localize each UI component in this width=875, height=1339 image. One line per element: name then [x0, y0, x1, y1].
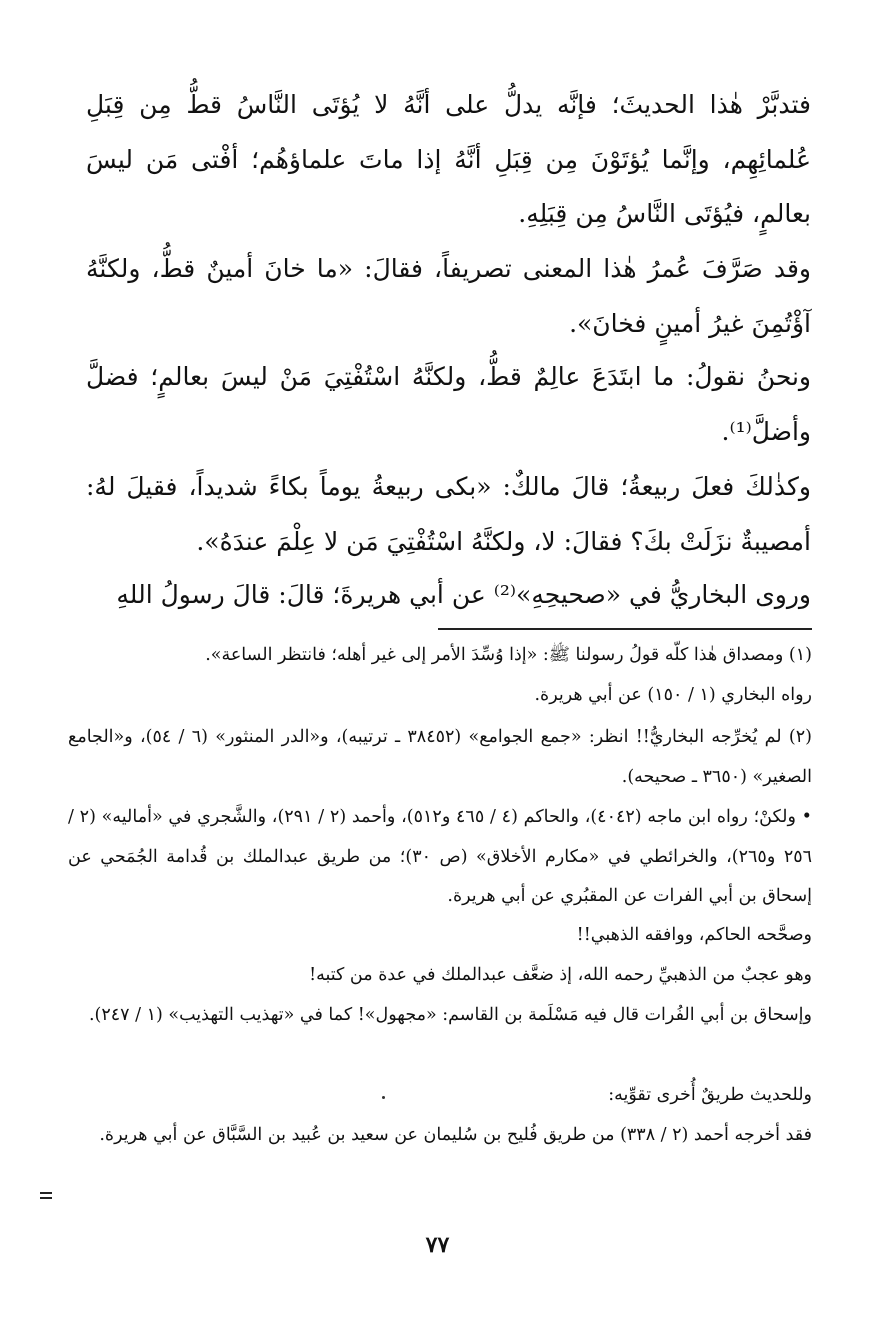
- footnote-1: (١) ومصداق هٰذا كلّه قولُ رسولنا ﷺ: «إذا وُسِّدَ الأمر إلى غير أهله؛ فانتظر الساعة».: [205, 645, 812, 665]
- footnote-separator-rule: [438, 628, 812, 630]
- body-paragraph-3: [86, 350, 811, 459]
- page-number: ٧٧: [425, 1232, 450, 1258]
- footnote-2-remark: وهو عجبٌ من الذهبيِّ رحمه الله، إذ ضعَّف عبدالملك في عدة من كتبه!: [309, 965, 812, 985]
- body-paragraph-text: وكذٰلكَ فعلَ ربيعةُ؛ قالَ مالكٌ: «بكى ربيعةُ يوماً بكاءً شديداً، فقيلَ لهُ: أمصيبةٌ نزَلَتْ بكَ؟ فقالَ: لا، ولكنَّهُ اسْتُفْتِيَ مَن لا عِلْمَ عندَهُ».: [86, 472, 811, 556]
- footnote-2-narrator-note: وإسحاق بن أبي الفُرات قال فيه مَسْلَمة بن القاسم: «مجهول»! كما في «تهذيب التهذيب» (١ / ٢٤٧).: [88, 1005, 812, 1025]
- body-paragraph-text: فتدبَّرْ هٰذا الحديثَ؛ فإنَّه يدلُّ على أنَّهُ لا يُؤتَى النَّاسُ قطُّ مِن قِبَلِ عُلمائِهِم، وإنَّما يُؤتَوْنَ مِن قِبَلِ أنَّهُ إذا ماتَ علماؤهُم؛ أفْتى مَن ليسَ بعالمٍ، فيُؤتَى النَّاسُ مِن قِبَلِهِ.: [86, 90, 811, 228]
- body-paragraph-text: وروى البخاريُّ في «صحيحِهِ»⁽²⁾ عن أبي هريرةَ؛ قالَ: قالَ رسولُ اللهِ: [116, 580, 811, 609]
- footnote-2-takhrij: • ولكنْ؛ رواه ابن ماجه (٤٠٤٢)، والحاكم (٤ / ٤٦٥ و٥١٢)، وأحمد (٢ / ٢٩١)، والشَّجري في «أماليه» (٢ / ٢٥٦ و٢٦٥)، والخرائطي في «مكارم الأخلاق» (ص ٣٠)؛ من طريق عبدالملك بن قُدامة الجُمَحي عن إسحاق بن أبي الفرات عن المقبُري عن أبي هريرة.: [68, 807, 813, 906]
- body-paragraph-4: [86, 460, 811, 569]
- footnote-1-source: رواه البخاري (١ / ١٥٠) عن أبي هريرة.: [534, 685, 812, 705]
- footnote-2-other-route-heading: وللحديث طريقٌ أُخرى تقوِّيه:: [608, 1085, 812, 1105]
- footnote-2: (٢) لم يُخرِّجه البخاريُّ!! انظر: «جمع الجوامع» (٣٨٤٥٢ ـ ترتيبه)، و«الدر المنثور» (٦ / ٥٤)، و«الجامع الصغير» (٣٦٥٠ ـ صحيحه).: [68, 727, 812, 787]
- footnote-2-grading: وصحَّحه الحاكم، ووافقه الذهبي!!: [576, 925, 812, 945]
- continuation-mark: [40, 1192, 52, 1200]
- print-speck: [382, 1096, 385, 1099]
- body-paragraph-5: [86, 568, 811, 623]
- footnote-2-other-route: فقد أخرجه أحمد (٢ / ٣٣٨) من طريق فُليح بن سُليمان عن سعيد بن عُبيد بن السَّبَّاق عن أبي هريرة.: [99, 1125, 812, 1145]
- body-paragraph-text: وقد صَرَّفَ عُمرُ هٰذا المعنى تصريفاً، فقالَ: «ما خانَ أمينٌ قطُّ، ولكنَّهُ آؤْتُمِنَ غيرُ أمينٍ فخانَ».: [86, 254, 811, 338]
- body-paragraph-1: [86, 78, 811, 242]
- body-paragraph-2: [86, 242, 811, 351]
- body-paragraph-text: ونحنُ نقولُ: ما ابتَدَعَ عالِمٌ قطُّ، ولكنَّهُ اسْتُفْتِيَ مَنْ ليسَ بعالمٍ؛ فضلَّ وأضلَّ⁽¹⁾.: [86, 362, 811, 446]
